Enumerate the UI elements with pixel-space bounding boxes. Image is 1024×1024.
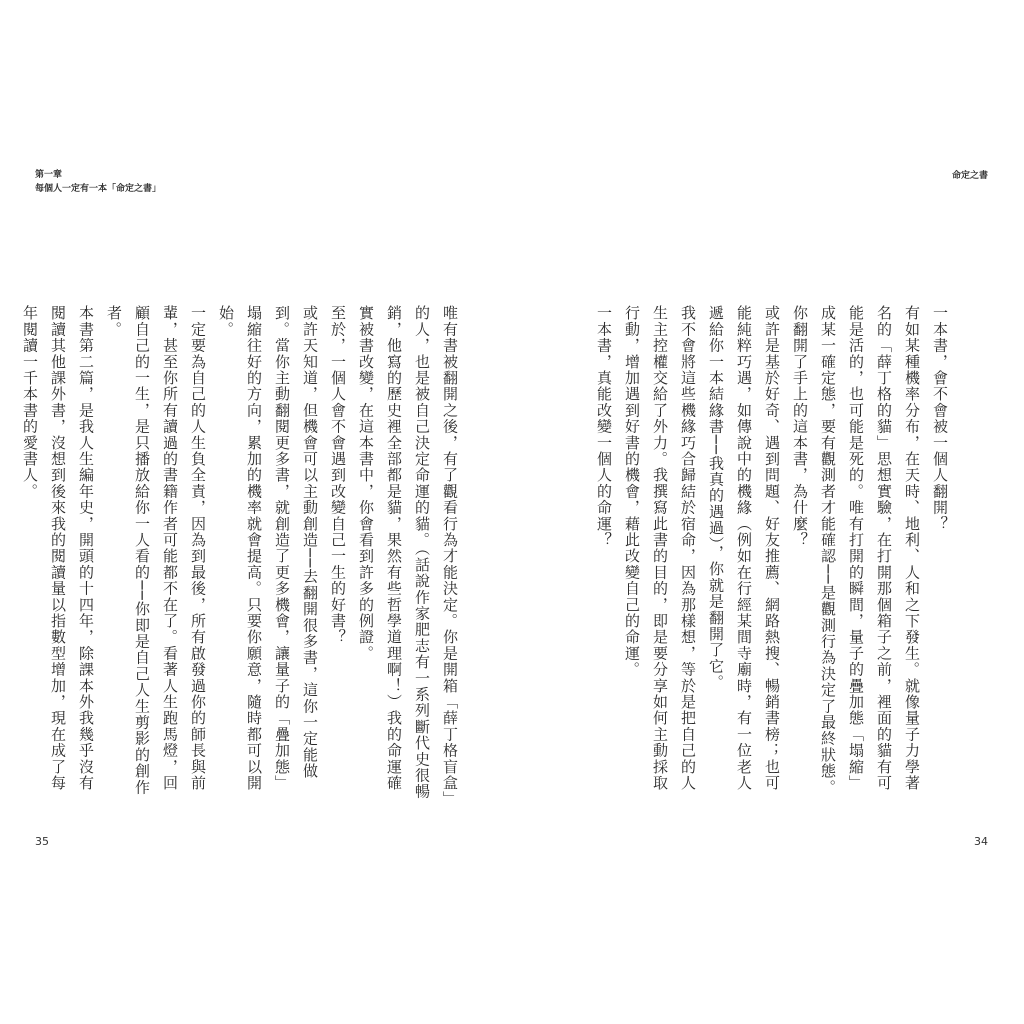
paragraph: 唯有書被翻開之後，有了觀看行為才能決定。你是開箱「薛丁格盲盒」的人，也是被自己決定命運的貓。（話說作家肥志有一系列斷代史很暢銷，他寫的歷史裡全部都是貓，果然有些哲學道理啊！）我的命運確實被書改變，在這本書中，你會看到許多的例證。 — [357, 305, 459, 800]
page-number-right: 34 — [974, 835, 988, 848]
running-header-left — [35, 168, 161, 196]
paragraph: 本書第二篇，是我人生編年史，開頭的十四年，除課本外我幾乎沒有閱讀其他課外書，沒想到後來我的閱讀量以指數型增加，現在成了每年閱讀一千本書的愛書人。 — [21, 305, 95, 791]
chapter-number: 第一章 — [35, 170, 63, 180]
running-header-right: 命定之書 — [951, 171, 988, 181]
paragraph: 你翻開了手上的這本書，為什麼？ — [791, 305, 809, 548]
paragraph: 一本書，真能改變一個人的命運？ — [595, 305, 613, 548]
paragraph: 或許是基於好奇、遇到問題、好友推薦、網路熱搜、暢銷書榜；也可能純粹巧遇，如傳說中的機緣（例如在行經某間寺廟時，有一位老人遞給你一本結緣書──我真的遇過），你就是翻開了它。 — [707, 305, 781, 791]
paragraph: 至於，一個人會不會遇到改變自己一生的好書？ — [329, 305, 347, 646]
paragraph: 我不會將這些機緣巧合歸結於宿命，因為那樣想，等於是把自己的人生主控權交給了外力。我撰寫此書的目的，即是要分享如何主動採取行動，增加遇到好書的機會，藉此改變自己的命運。 — [623, 305, 697, 791]
paragraph: 有如某種機率分布，在天時、地利、人和之下發生。就像量子力學著名的「薛丁格的貓」思想實驗，在打開那個箱子之前，裡面的貓有可能是活的，也可能是死的。唯有打開的瞬間，量子的疊加態「塌縮」成某一確定態，要有觀測者才能確認──是觀測行為決定了最終狀態。 — [819, 305, 921, 796]
chapter-title: 每個人一定有一本「命定之書」 — [35, 184, 162, 194]
page-number-left: 35 — [35, 835, 49, 848]
paragraph: 一本書，會不會被一個人翻開？ — [931, 305, 949, 532]
paragraph: 或許天知道，但機會可以主動創造──去翻開很多書，這你一定能做到。當你主動翻閱更多書，就創造了更多機會，讓量子的「疊加態」塌縮往好的方向，累加的機率就會提高。只要你願意，隨時都可以開始。 — [217, 305, 319, 791]
right-page-body — [574, 305, 954, 805]
left-page-body — [4, 305, 464, 805]
paragraph: 一定要為自己的人生負全責，因為到最後，所有啟發過你的師長與前輩，甚至你所有讀過的書籍作者可能都不在了。看著人生跑馬燈，回顧自己的一生，是只播放給你一人看的──你即是自己人生剪影的創作者。 — [105, 305, 207, 796]
